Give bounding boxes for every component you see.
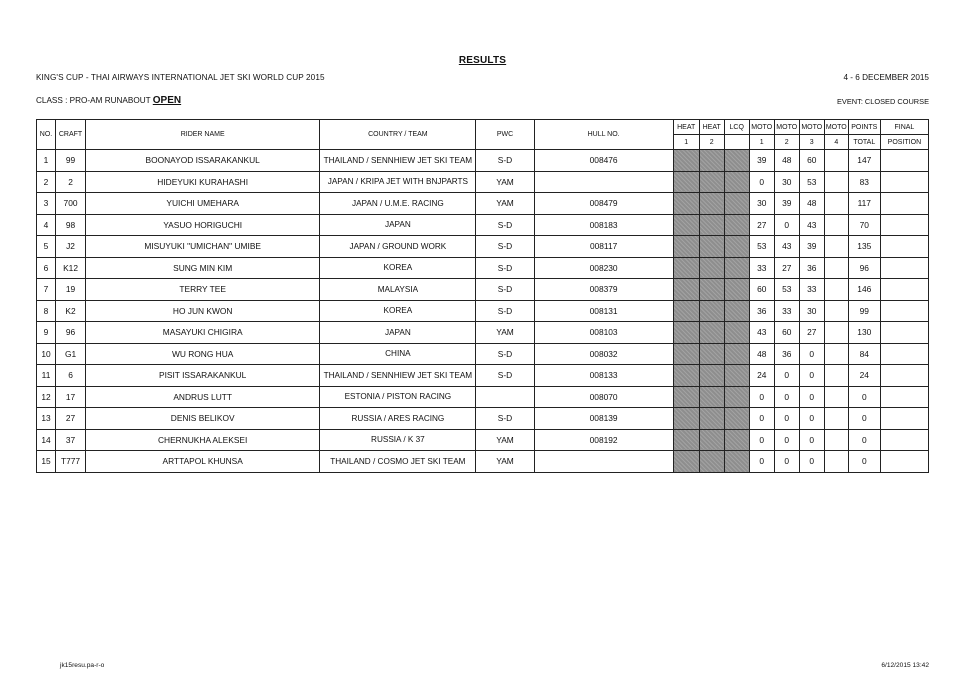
table-row: [37, 322, 929, 344]
class-name: OPEN: [152, 95, 182, 106]
cell-hull: 008379: [534, 279, 673, 301]
col-moto2-sub: 2: [774, 135, 799, 150]
event-date: 4 - 6 DECEMBER 2015: [843, 73, 929, 82]
cell-no: 13: [37, 408, 56, 430]
cell-rider: YUICHI UMEHARA: [86, 193, 320, 215]
cell-lcq: [724, 300, 749, 322]
cell-no: 4: [37, 214, 56, 236]
cell-rider: MISUYUKI "UMICHAN" UMIBE: [86, 236, 320, 258]
cell-final: [880, 343, 928, 365]
cell-rider: TERRY TEE: [86, 279, 320, 301]
cell-moto1: 39: [749, 150, 774, 172]
cell-no: 5: [37, 236, 56, 258]
cell-country: JAPAN / GROUND WORK: [320, 236, 476, 258]
cell-country: ESTONIA / PISTON RACING: [320, 386, 476, 408]
cell-rider: ANDRUS LUTT: [86, 386, 320, 408]
cell-hull: 008479: [534, 193, 673, 215]
cell-moto1: 33: [749, 257, 774, 279]
cell-lcq: [724, 343, 749, 365]
cell-pwc: S-D: [476, 300, 534, 322]
cell-moto3: 43: [799, 214, 824, 236]
cell-craft: 27: [56, 408, 86, 430]
cell-craft: 96: [56, 322, 86, 344]
cell-heat1: [673, 300, 699, 322]
cell-craft: T777: [56, 451, 86, 473]
footer-timestamp: 6/12/2015 13:42: [881, 662, 929, 669]
col-pwc-header: PWC: [476, 120, 534, 150]
cell-moto2: 60: [774, 322, 799, 344]
cell-country: THAILAND / COSMO JET SKI TEAM: [320, 451, 476, 473]
results-table: [36, 119, 929, 473]
cell-final: [880, 386, 928, 408]
col-heat1-header: HEAT: [673, 120, 699, 135]
cell-heat2: [699, 386, 724, 408]
cell-moto2: 30: [774, 171, 799, 193]
cell-heat1: [673, 236, 699, 258]
cell-rider: ARTTAPOL KHUNSA: [86, 451, 320, 473]
cell-lcq: [724, 279, 749, 301]
cell-craft: 2: [56, 171, 86, 193]
cell-lcq: [724, 214, 749, 236]
col-lcq-sub: [724, 135, 749, 150]
cell-moto3: 0: [799, 386, 824, 408]
cell-craft: G1: [56, 343, 86, 365]
col-moto3-header: MOTO: [799, 120, 824, 135]
cell-heat1: [673, 365, 699, 387]
cell-moto3: 60: [799, 150, 824, 172]
cell-points: 117: [848, 193, 880, 215]
cell-hull: 008476: [534, 150, 673, 172]
cell-heat1: [673, 322, 699, 344]
cell-final: [880, 300, 928, 322]
cell-rider: PISIT ISSARAKANKUL: [86, 365, 320, 387]
cell-moto2: 53: [774, 279, 799, 301]
footer-file-name: jk15resu.pa-r-o: [60, 662, 105, 669]
cell-hull: 008117: [534, 236, 673, 258]
cell-heat1: [673, 386, 699, 408]
cell-moto4: [824, 150, 848, 172]
cell-heat2: [699, 429, 724, 451]
cell-heat2: [699, 408, 724, 430]
cell-pwc: S-D: [476, 150, 534, 172]
table-row: [37, 150, 929, 172]
cell-final: [880, 150, 928, 172]
cell-country: JAPAN: [320, 322, 476, 344]
cell-heat2: [699, 451, 724, 473]
cell-country: JAPAN / U.M.E. RACING: [320, 193, 476, 215]
cell-points: 70: [848, 214, 880, 236]
cell-moto4: [824, 343, 848, 365]
cell-moto2: 33: [774, 300, 799, 322]
cell-no: 6: [37, 257, 56, 279]
cell-points: 0: [848, 451, 880, 473]
cell-moto3: 33: [799, 279, 824, 301]
cell-moto1: 48: [749, 343, 774, 365]
cell-final: [880, 171, 928, 193]
cell-moto2: 36: [774, 343, 799, 365]
cell-heat1: [673, 214, 699, 236]
cell-pwc: YAM: [476, 451, 534, 473]
cell-heat2: [699, 343, 724, 365]
col-moto4-header: MOTO: [824, 120, 848, 135]
cell-moto2: 0: [774, 386, 799, 408]
cell-moto3: 30: [799, 300, 824, 322]
cell-heat1: [673, 279, 699, 301]
cell-heat1: [673, 451, 699, 473]
cell-moto1: 60: [749, 279, 774, 301]
cell-hull: 008131: [534, 300, 673, 322]
cell-pwc: [476, 386, 534, 408]
cell-moto4: [824, 451, 848, 473]
table-row: [37, 236, 929, 258]
cell-moto4: [824, 408, 848, 430]
cell-lcq: [724, 236, 749, 258]
col-final-sub: POSITION: [880, 135, 928, 150]
table-row: [37, 300, 929, 322]
cell-lcq: [724, 408, 749, 430]
class-label: CLASS : PRO-AM RUNABOUT: [36, 96, 153, 105]
cell-pwc: S-D: [476, 365, 534, 387]
cell-hull: 008103: [534, 322, 673, 344]
col-points-header: POINTS: [848, 120, 880, 135]
event-type: EVENT: CLOSED COURSE: [837, 97, 929, 106]
cell-moto4: [824, 429, 848, 451]
cell-craft: 17: [56, 386, 86, 408]
cell-final: [880, 451, 928, 473]
cell-moto3: 0: [799, 451, 824, 473]
cell-hull: 008133: [534, 365, 673, 387]
cell-pwc: S-D: [476, 236, 534, 258]
cell-moto1: 27: [749, 214, 774, 236]
cell-final: [880, 236, 928, 258]
col-country-header: COUNTRY / TEAM: [320, 120, 476, 150]
cell-final: [880, 365, 928, 387]
cell-moto1: 36: [749, 300, 774, 322]
cell-rider: BOONAYOD ISSARAKANKUL: [86, 150, 320, 172]
cell-heat1: [673, 408, 699, 430]
cell-country: THAILAND / SENNHIEW JET SKI TEAM: [320, 150, 476, 172]
cell-lcq: [724, 322, 749, 344]
col-lcq-header: LCQ: [724, 120, 749, 135]
cell-country: RUSSIA / ARES RACING: [320, 408, 476, 430]
table-row: [37, 408, 929, 430]
col-moto4-sub: 4: [824, 135, 848, 150]
cell-final: [880, 257, 928, 279]
cell-moto4: [824, 279, 848, 301]
cell-heat2: [699, 279, 724, 301]
cell-moto1: 0: [749, 451, 774, 473]
cell-no: 8: [37, 300, 56, 322]
table-row: [37, 214, 929, 236]
table-row: [37, 343, 929, 365]
col-points-sub: TOTAL: [848, 135, 880, 150]
cell-final: [880, 279, 928, 301]
cell-moto1: 43: [749, 322, 774, 344]
col-moto1-sub: 1: [749, 135, 774, 150]
cell-moto4: [824, 214, 848, 236]
cell-country: KOREA: [320, 300, 476, 322]
cell-no: 9: [37, 322, 56, 344]
cell-moto2: 39: [774, 193, 799, 215]
table-row: [37, 171, 929, 193]
cell-heat2: [699, 300, 724, 322]
cell-moto3: 0: [799, 429, 824, 451]
cell-heat1: [673, 257, 699, 279]
cell-pwc: S-D: [476, 257, 534, 279]
table-row: [37, 386, 929, 408]
cell-pwc: YAM: [476, 429, 534, 451]
cell-hull: [534, 451, 673, 473]
cell-hull: 008230: [534, 257, 673, 279]
cell-country: CHINA: [320, 343, 476, 365]
table-row: [37, 279, 929, 301]
cell-no: 2: [37, 171, 56, 193]
cell-craft: 700: [56, 193, 86, 215]
cell-moto2: 43: [774, 236, 799, 258]
table-row: [37, 365, 929, 387]
cell-country: KOREA: [320, 257, 476, 279]
cell-no: 1: [37, 150, 56, 172]
cell-lcq: [724, 257, 749, 279]
cell-country: THAILAND / SENNHIEW JET SKI TEAM: [320, 365, 476, 387]
cell-moto1: 0: [749, 171, 774, 193]
cell-final: [880, 193, 928, 215]
cell-rider: CHERNUKHA ALEKSEI: [86, 429, 320, 451]
cell-points: 99: [848, 300, 880, 322]
cell-hull: [534, 171, 673, 193]
cell-pwc: S-D: [476, 343, 534, 365]
cell-moto3: 36: [799, 257, 824, 279]
col-heat1-sub: 1: [673, 135, 699, 150]
cell-pwc: S-D: [476, 408, 534, 430]
table-row: [37, 257, 929, 279]
cell-moto4: [824, 386, 848, 408]
cell-pwc: YAM: [476, 322, 534, 344]
cell-heat2: [699, 171, 724, 193]
cell-moto4: [824, 300, 848, 322]
cell-heat2: [699, 365, 724, 387]
cell-country: MALAYSIA: [320, 279, 476, 301]
cell-lcq: [724, 193, 749, 215]
cell-moto3: 48: [799, 193, 824, 215]
cell-moto3: 39: [799, 236, 824, 258]
cell-final: [880, 429, 928, 451]
cell-moto2: 0: [774, 408, 799, 430]
table-row: [37, 429, 929, 451]
cell-points: 83: [848, 171, 880, 193]
cell-pwc: YAM: [476, 171, 534, 193]
cell-heat1: [673, 171, 699, 193]
cell-points: 0: [848, 386, 880, 408]
cell-moto2: 48: [774, 150, 799, 172]
cell-heat2: [699, 214, 724, 236]
col-rider-header: RIDER NAME: [86, 120, 320, 150]
col-moto1-header: MOTO: [749, 120, 774, 135]
col-moto2-header: MOTO: [774, 120, 799, 135]
cell-hull: 008139: [534, 408, 673, 430]
cell-points: 147: [848, 150, 880, 172]
cell-heat2: [699, 236, 724, 258]
cell-final: [880, 214, 928, 236]
cell-moto4: [824, 365, 848, 387]
cell-pwc: YAM: [476, 193, 534, 215]
cell-lcq: [724, 451, 749, 473]
cell-moto2: 27: [774, 257, 799, 279]
cell-moto2: 0: [774, 214, 799, 236]
cell-no: 12: [37, 386, 56, 408]
event-name: KING'S CUP - THAI AIRWAYS INTERNATIONAL JET SKI WORLD CUP 2015: [36, 73, 325, 82]
header-row: [37, 120, 929, 135]
cell-hull: 008183: [534, 214, 673, 236]
cell-no: 15: [37, 451, 56, 473]
cell-moto2: 0: [774, 365, 799, 387]
cell-lcq: [724, 365, 749, 387]
cell-craft: 19: [56, 279, 86, 301]
cell-moto3: 0: [799, 408, 824, 430]
cell-no: 7: [37, 279, 56, 301]
cell-points: 84: [848, 343, 880, 365]
cell-heat1: [673, 193, 699, 215]
cell-moto1: 0: [749, 386, 774, 408]
cell-country: RUSSIA / K 37: [320, 429, 476, 451]
cell-rider: SUNG MIN KIM: [86, 257, 320, 279]
cell-moto3: 53: [799, 171, 824, 193]
cell-lcq: [724, 171, 749, 193]
cell-no: 14: [37, 429, 56, 451]
cell-points: 96: [848, 257, 880, 279]
table-row: [37, 193, 929, 215]
cell-heat2: [699, 193, 724, 215]
cell-moto4: [824, 171, 848, 193]
cell-moto3: 27: [799, 322, 824, 344]
cell-lcq: [724, 429, 749, 451]
cell-rider: WU RONG HUA: [86, 343, 320, 365]
cell-final: [880, 408, 928, 430]
cell-moto4: [824, 257, 848, 279]
cell-moto1: 53: [749, 236, 774, 258]
cell-rider: HO JUN KWON: [86, 300, 320, 322]
col-heat2-sub: 2: [699, 135, 724, 150]
cell-points: 135: [848, 236, 880, 258]
cell-no: 10: [37, 343, 56, 365]
col-heat2-header: HEAT: [699, 120, 724, 135]
col-moto3-sub: 3: [799, 135, 824, 150]
cell-moto2: 0: [774, 451, 799, 473]
cell-moto3: 0: [799, 365, 824, 387]
cell-heat1: [673, 429, 699, 451]
cell-final: [880, 322, 928, 344]
cell-craft: 99: [56, 150, 86, 172]
cell-moto3: 0: [799, 343, 824, 365]
cell-pwc: S-D: [476, 214, 534, 236]
cell-moto4: [824, 322, 848, 344]
table-row: [37, 451, 929, 473]
page-title: RESULTS: [458, 55, 507, 66]
cell-rider: HIDEYUKI KURAHASHI: [86, 171, 320, 193]
cell-lcq: [724, 386, 749, 408]
cell-heat2: [699, 257, 724, 279]
cell-points: 146: [848, 279, 880, 301]
cell-heat1: [673, 150, 699, 172]
cell-rider: MASAYUKI CHIGIRA: [86, 322, 320, 344]
cell-no: 3: [37, 193, 56, 215]
cell-heat2: [699, 322, 724, 344]
cell-craft: J2: [56, 236, 86, 258]
cell-craft: 37: [56, 429, 86, 451]
cell-hull: 008192: [534, 429, 673, 451]
cell-points: 0: [848, 429, 880, 451]
cell-rider: YASUO HORIGUCHI: [86, 214, 320, 236]
cell-craft: K2: [56, 300, 86, 322]
cell-moto1: 0: [749, 429, 774, 451]
cell-craft: 6: [56, 365, 86, 387]
cell-hull: 008032: [534, 343, 673, 365]
cell-moto1: 24: [749, 365, 774, 387]
col-no-header: NO.: [37, 120, 56, 150]
cell-country: JAPAN / KRIPA JET WITH BNJPARTS: [320, 171, 476, 193]
cell-points: 24: [848, 365, 880, 387]
col-hull-header: HULL NO.: [534, 120, 673, 150]
cell-heat2: [699, 150, 724, 172]
cell-rider: DENIS BELIKOV: [86, 408, 320, 430]
cell-craft: K12: [56, 257, 86, 279]
cell-no: 11: [37, 365, 56, 387]
cell-points: 0: [848, 408, 880, 430]
cell-moto4: [824, 193, 848, 215]
col-final-header: FINAL: [880, 120, 928, 135]
cell-moto4: [824, 236, 848, 258]
cell-moto2: 0: [774, 429, 799, 451]
cell-lcq: [724, 150, 749, 172]
cell-moto1: 30: [749, 193, 774, 215]
cell-heat1: [673, 343, 699, 365]
cell-moto1: 0: [749, 408, 774, 430]
col-craft-header: CRAFT: [56, 120, 86, 150]
cell-craft: 98: [56, 214, 86, 236]
cell-points: 130: [848, 322, 880, 344]
cell-country: JAPAN: [320, 214, 476, 236]
cell-hull: 008070: [534, 386, 673, 408]
class-line: [36, 95, 181, 106]
cell-pwc: S-D: [476, 279, 534, 301]
